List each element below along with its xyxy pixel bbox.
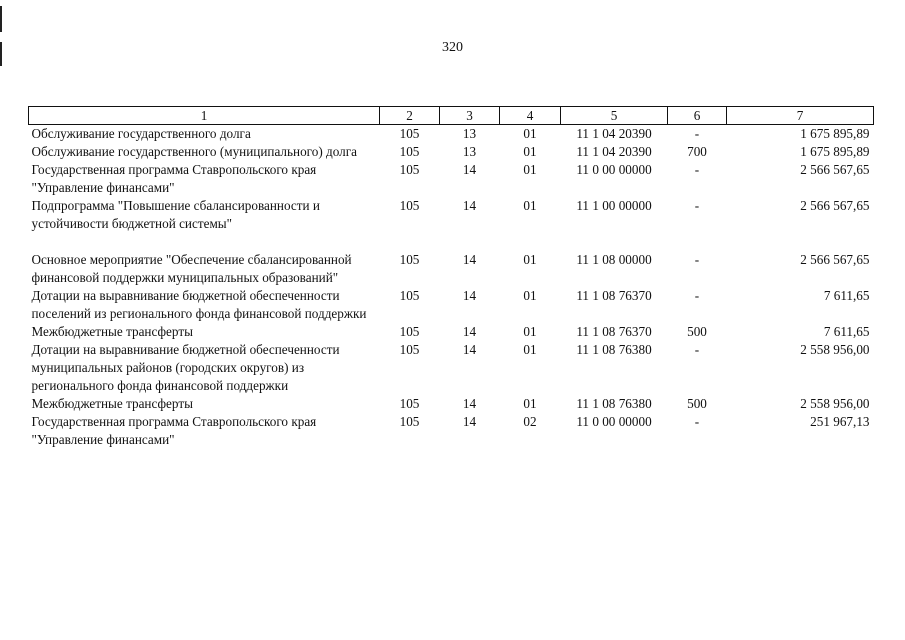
- table-row: [29, 161, 874, 197]
- row-amount: 2 558 956,00: [800, 396, 870, 411]
- row-section: 14: [462, 252, 477, 267]
- budget-table: [28, 106, 874, 449]
- row-code: 105: [399, 144, 420, 159]
- row-name: Подпрограмма "Повышение сбалансированности и устойчивости бюджетной системы": [31, 198, 320, 231]
- row-amount: 7 611,65: [823, 288, 870, 303]
- header-cell: 5: [561, 107, 668, 125]
- row-section: 14: [462, 324, 477, 339]
- row-amount: 1 675 895,89: [800, 144, 870, 159]
- row-name: Обслуживание государственного (муниципального) долга: [31, 144, 357, 159]
- row-name: Государственная программа Ставропольского края "Управление финансами": [31, 414, 317, 447]
- row-subsection: 02: [523, 414, 537, 429]
- row-target-article: 11 1 08 76380: [576, 342, 652, 357]
- row-target-article: 11 1 04 20390: [576, 126, 652, 141]
- row-code: 105: [399, 252, 420, 267]
- table-row: [29, 341, 874, 395]
- row-amount: 1 675 895,89: [800, 126, 870, 141]
- row-name: Дотации на выравнивание бюджетной обеспеченности муниципальных районов (городских округов) из регионального фонда финансовой поддержки: [31, 342, 340, 393]
- row-section: 13: [462, 126, 477, 141]
- row-target-article: 11 1 00 00000: [576, 198, 652, 213]
- header-cell: 1: [29, 107, 380, 125]
- row-target-article: 11 1 08 00000: [576, 252, 652, 267]
- table-row: [29, 125, 874, 144]
- row-name: Основное мероприятие "Обеспечение сбалансированной финансовой поддержки муниципальных образований": [31, 252, 352, 285]
- row-expense-type: 500: [687, 324, 707, 339]
- table-row: [29, 323, 874, 341]
- row-expense-type: -: [694, 198, 700, 213]
- table-row: [29, 197, 874, 251]
- row-section: 14: [462, 198, 477, 213]
- row-code: 105: [399, 324, 420, 339]
- row-target-article: 11 0 00 00000: [576, 162, 652, 177]
- row-expense-type: 500: [687, 396, 707, 411]
- row-expense-type: -: [694, 126, 700, 141]
- row-name: Дотации на выравнивание бюджетной обеспеченности поселений из регионального фонда финансовой поддержки: [31, 288, 367, 321]
- row-section: 14: [462, 396, 477, 411]
- row-amount: 2 566 567,65: [800, 162, 870, 177]
- row-section: 14: [462, 288, 477, 303]
- row-expense-type: 700: [687, 144, 707, 159]
- header-cell: 2: [380, 107, 440, 125]
- row-target-article: 11 1 04 20390: [576, 144, 652, 159]
- row-code: 105: [399, 414, 420, 429]
- row-subsection: 01: [523, 324, 537, 339]
- row-section: 14: [462, 414, 477, 429]
- row-target-article: 11 1 08 76370: [576, 288, 652, 303]
- row-amount: 2 566 567,65: [800, 198, 870, 213]
- table-row: [29, 395, 874, 413]
- header-cell: 7: [727, 107, 874, 125]
- table-header-row: [29, 107, 874, 125]
- row-subsection: 01: [523, 252, 537, 267]
- row-name: Государственная программа Ставропольского края "Управление финансами": [31, 162, 317, 195]
- row-expense-type: -: [694, 288, 700, 303]
- row-section: 14: [462, 342, 477, 357]
- row-expense-type: -: [694, 252, 700, 267]
- table-row: [29, 143, 874, 161]
- row-subsection: 01: [523, 288, 537, 303]
- row-target-article: 11 1 08 76370: [576, 324, 652, 339]
- row-code: 105: [399, 162, 420, 177]
- header-cell: 4: [500, 107, 561, 125]
- row-expense-type: -: [694, 342, 700, 357]
- header-cell: 3: [440, 107, 500, 125]
- row-subsection: 01: [523, 144, 537, 159]
- row-expense-type: -: [694, 162, 700, 177]
- row-name: Межбюджетные трансферты: [31, 324, 193, 339]
- table-row: [29, 287, 874, 323]
- row-section: 13: [462, 144, 477, 159]
- row-code: 105: [399, 396, 420, 411]
- row-amount: 7 611,65: [823, 324, 870, 339]
- row-subsection: 01: [523, 396, 537, 411]
- table-row: [29, 413, 874, 449]
- row-subsection: 01: [523, 342, 537, 357]
- row-amount: 251 967,13: [810, 414, 870, 429]
- row-amount: 2 566 567,65: [800, 252, 870, 267]
- row-name: Межбюджетные трансферты: [31, 396, 193, 411]
- row-target-article: 11 0 00 00000: [576, 414, 652, 429]
- row-target-article: 11 1 08 76380: [576, 396, 652, 411]
- row-subsection: 01: [523, 198, 537, 213]
- row-subsection: 01: [523, 162, 537, 177]
- row-code: 105: [399, 288, 420, 303]
- row-code: 105: [399, 342, 420, 357]
- page-number: 320: [442, 40, 463, 55]
- scan-edge-mark: [0, 6, 2, 32]
- header-cell: 6: [668, 107, 727, 125]
- table-row: [29, 251, 874, 287]
- row-expense-type: -: [694, 414, 700, 429]
- row-name: Обслуживание государственного долга: [31, 126, 251, 141]
- row-subsection: 01: [523, 126, 537, 141]
- row-amount: 2 558 956,00: [800, 342, 870, 357]
- row-section: 14: [462, 162, 477, 177]
- row-code: 105: [399, 126, 420, 141]
- row-code: 105: [399, 198, 420, 213]
